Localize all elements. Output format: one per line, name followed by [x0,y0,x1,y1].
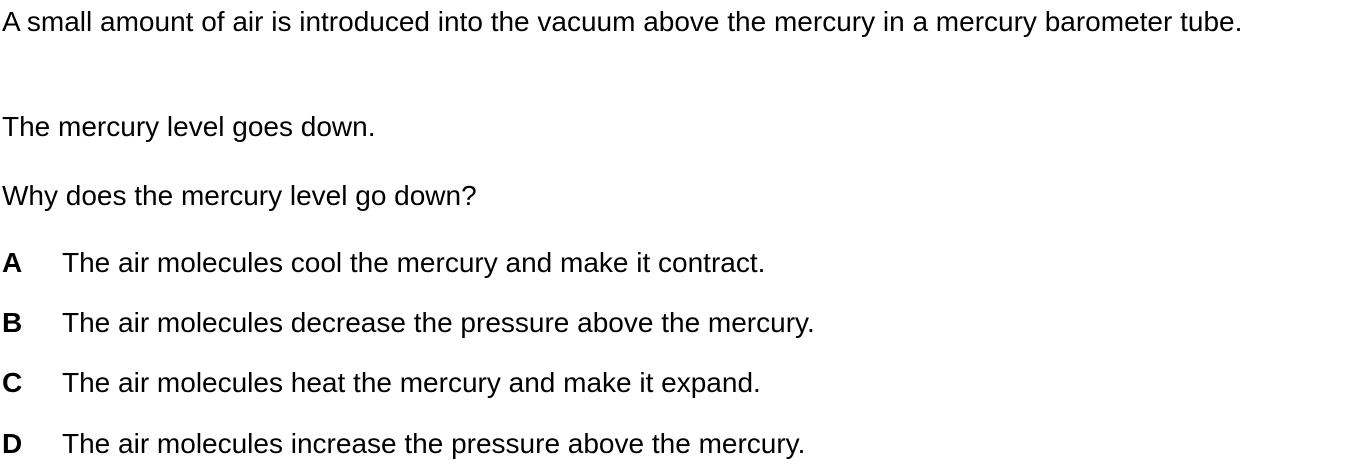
option-letter: B [2,307,23,338]
question-intro: A small amount of air is introduced into the vacuum above the mercury in a mercury barometer tube. [2,6,1243,37]
option-letter: A [2,247,23,278]
option-letter: C [2,367,23,398]
option-c[interactable] [2,365,1202,405]
option-text: The air molecules decrease the pressure above the mercury. [62,307,815,338]
question-observation: The mercury level goes down. [2,111,376,142]
option-d[interactable] [2,426,1202,466]
option-letter: D [2,428,23,459]
option-text: The air molecules heat the mercury and make it expand. [62,367,761,398]
option-text: The air molecules cool the mercury and make it contract. [62,247,766,278]
option-text: The air molecules increase the pressure above the mercury. [62,428,806,459]
option-a[interactable] [2,245,1202,285]
option-b[interactable] [2,305,1202,345]
question-prompt: Why does the mercury level go down? [2,180,477,211]
